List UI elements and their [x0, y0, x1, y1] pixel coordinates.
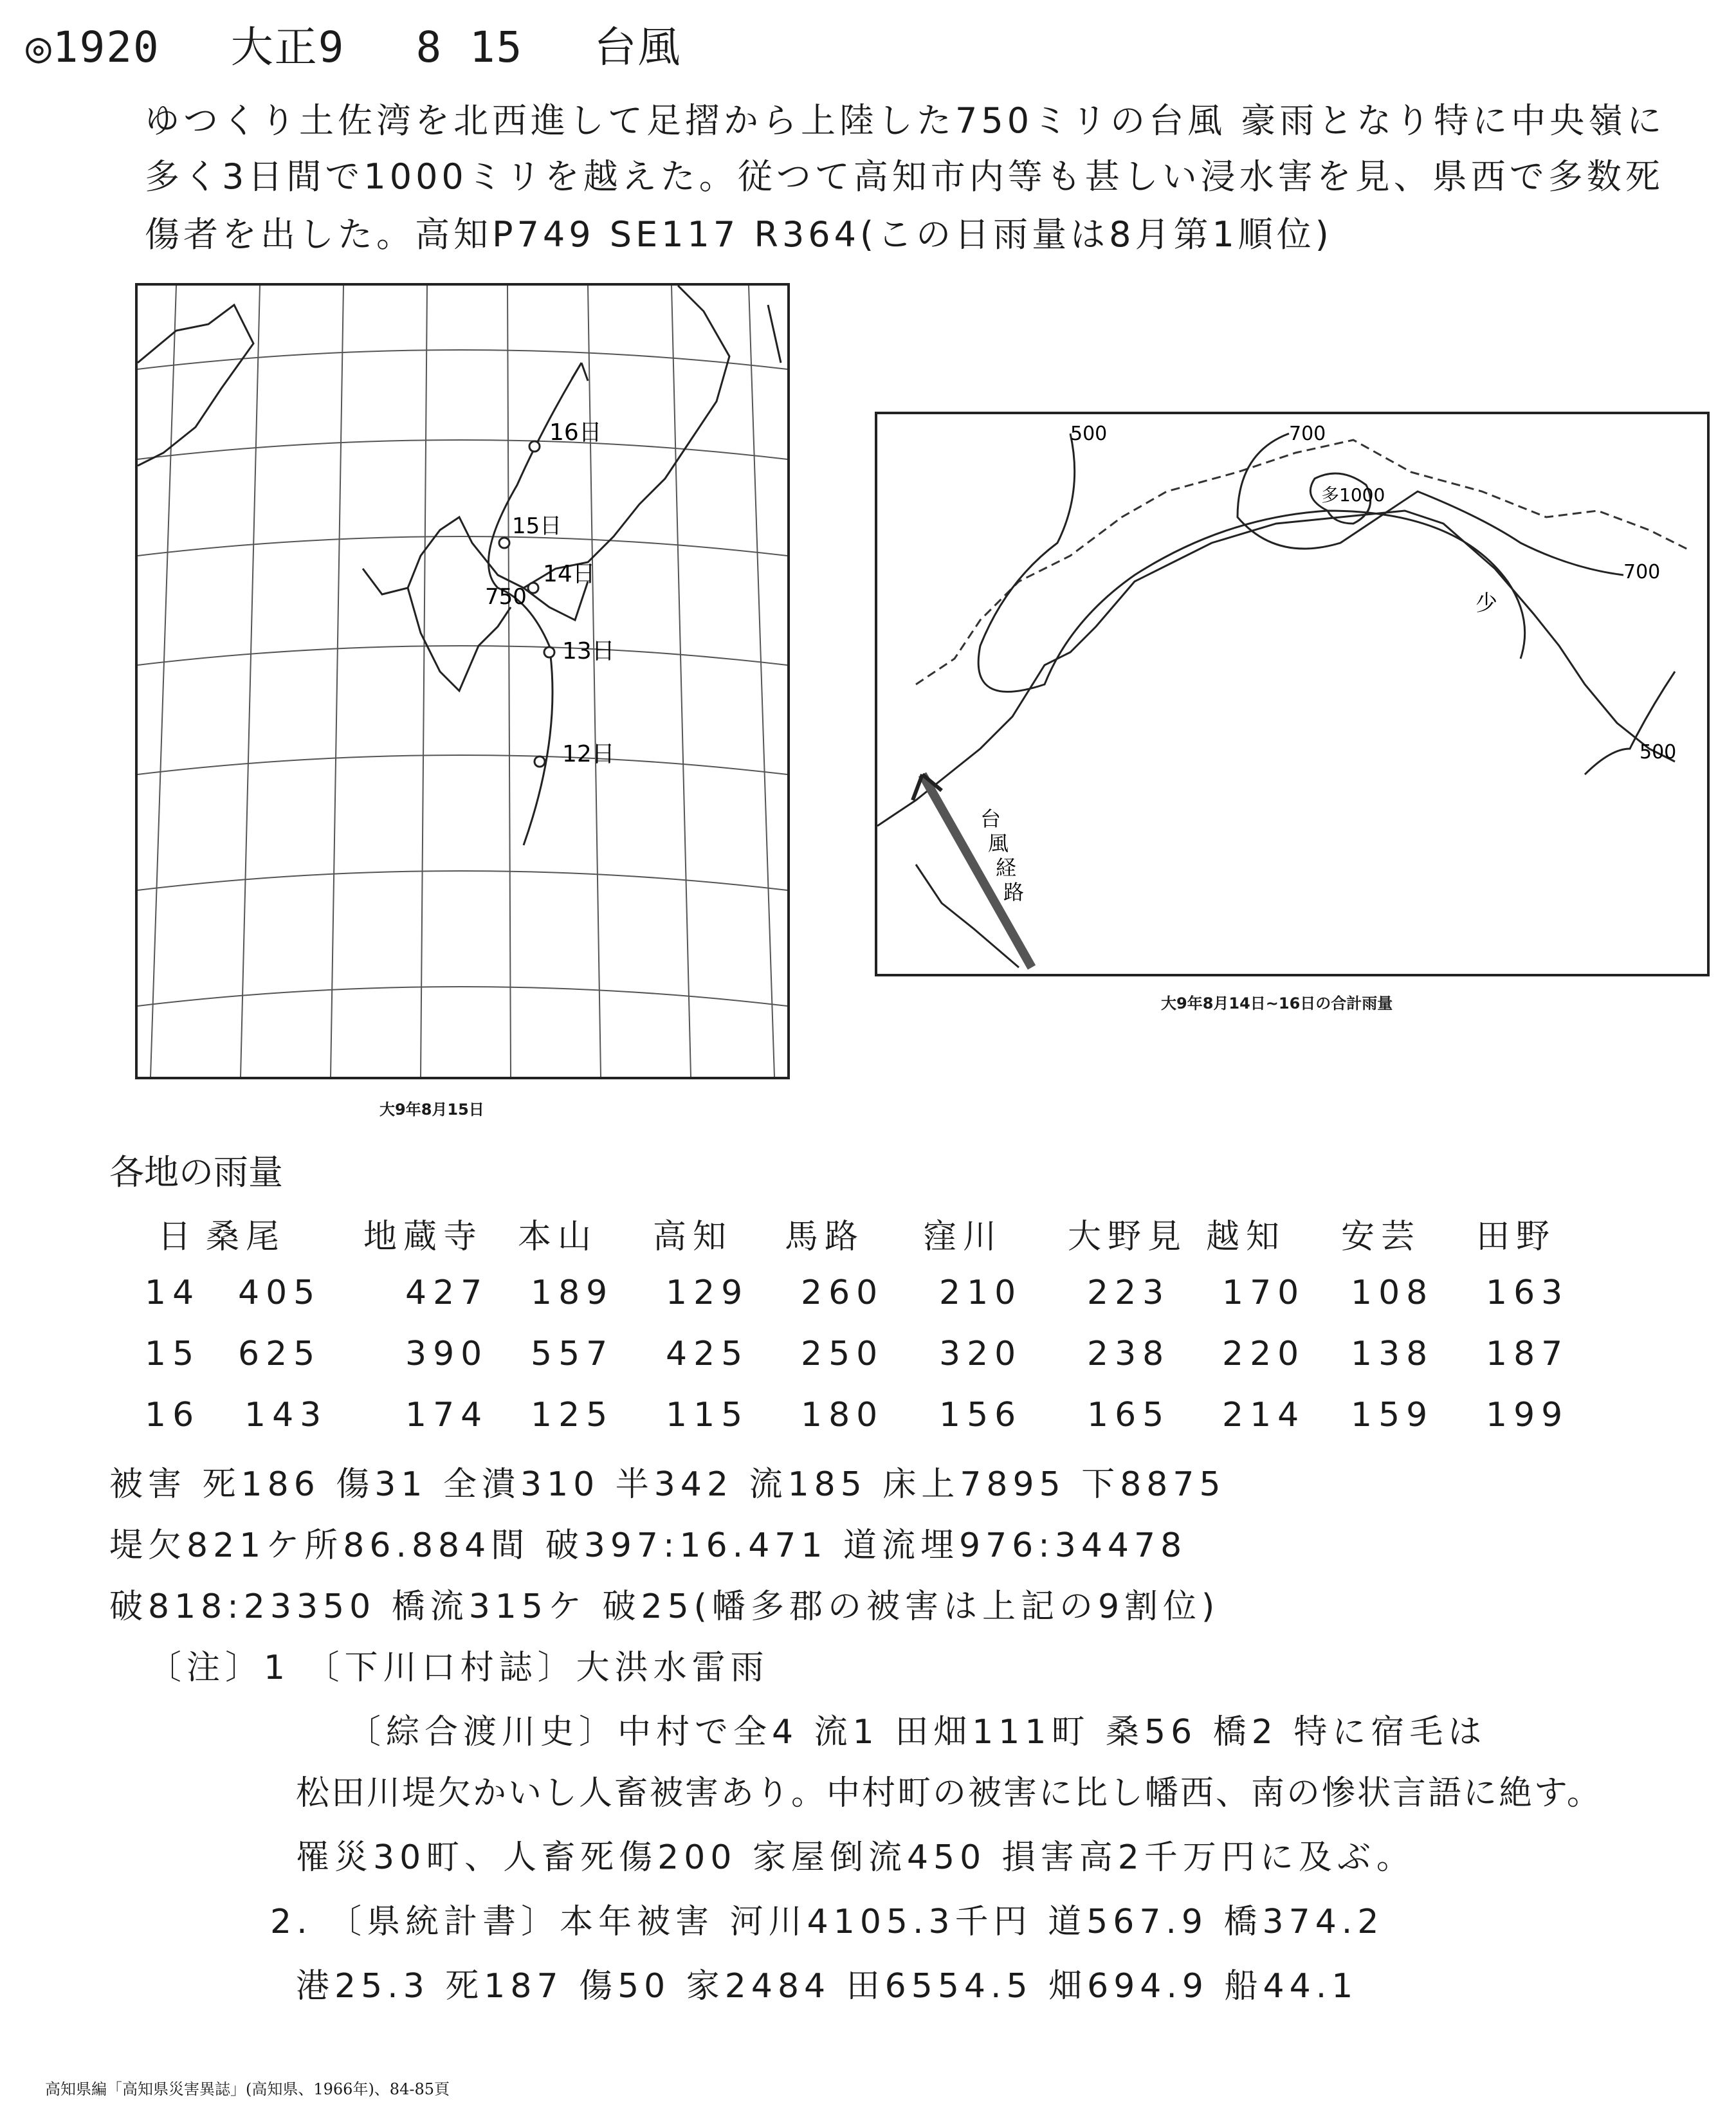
row14-onomi: 223: [1087, 1274, 1171, 1312]
col-day: 日: [158, 1218, 198, 1256]
row14-kochi: 129: [666, 1274, 749, 1312]
col-kochi: 高知: [653, 1218, 733, 1256]
arrow-label-3: 経: [996, 855, 1017, 880]
row14-motoyama: 189: [531, 1274, 614, 1312]
isohyet-max-label: 多1000: [1321, 484, 1385, 506]
col-umaji: 馬路: [785, 1218, 865, 1256]
isohyet-500-b: 500: [1640, 741, 1677, 764]
note-6: 港25.3 死187 傷50 家2484 田6554.5 畑694.9 船44.1: [296, 1967, 1358, 2006]
row15-jizoji: 390: [405, 1335, 489, 1373]
track-map-caption: 大9年8月15日: [379, 1101, 484, 1119]
note-5: 2. 〔県統計書〕本年被害 河川4105.3千円 道567.9 橋374.2: [270, 1903, 1384, 1941]
track-map-svg: [138, 286, 787, 1077]
row15-kochi: 425: [666, 1335, 749, 1373]
arrow-label-1: 台: [980, 807, 1001, 831]
row14-aki: 108: [1351, 1274, 1434, 1312]
row15-ochi: 220: [1222, 1335, 1306, 1373]
row14-ochi: 170: [1222, 1274, 1306, 1312]
row15-kubokawa: 320: [939, 1335, 1023, 1373]
row15-onomi: 238: [1087, 1335, 1171, 1373]
row16-kuwao: 143: [244, 1396, 328, 1434]
note-1: 〔注〕1 〔下川口村誌〕大洪水雷雨: [148, 1649, 769, 1687]
damage-line-2: 堤欠821ケ所86.884間 破397:16.471 道流埋976:34478: [109, 1526, 1187, 1565]
row16-aki: 159: [1351, 1396, 1434, 1434]
record-year: ◎1920: [26, 23, 160, 72]
damage-line-1: 被害 死186 傷31 全潰310 半342 流185 床上7895 下8875: [109, 1465, 1226, 1504]
row16-jizoji: 174: [405, 1396, 489, 1434]
record-date: 8 15: [416, 23, 524, 72]
rainfall-map-svg: [877, 414, 1707, 974]
row16-kochi: 115: [666, 1396, 749, 1434]
col-onomi: 大野見: [1068, 1218, 1188, 1256]
col-kuwao: 桑尾: [206, 1218, 286, 1256]
intro-line-2: 多く3日間で1000ミリを越えた。従つて高知市内等も甚しい浸水害を見、県西で多数死: [145, 156, 1664, 197]
row16-motoyama: 125: [531, 1396, 614, 1434]
record-title: [26, 13, 752, 74]
row15-motoyama: 557: [531, 1335, 614, 1373]
rain-heading: 各地の雨量: [109, 1152, 283, 1193]
source-citation: 高知県編「高知県災害異誌」(高知県、1966年)、84-85頁: [45, 2080, 450, 2098]
row14-kubokawa: 210: [939, 1274, 1023, 1312]
row14-jizoji: 427: [405, 1274, 489, 1312]
note-3: 松田川堤欠かいし人畜被害あり。中村町の被害に比し幡西、南の惨状言語に絶す。: [296, 1774, 1602, 1813]
record-era: 大正9: [230, 23, 345, 72]
row15-tano: 187: [1486, 1335, 1569, 1373]
typhoon-track-map: [135, 283, 790, 1079]
row15-aki: 138: [1351, 1335, 1434, 1373]
isohyet-700-b: 700: [1623, 561, 1661, 583]
intro-line-1: ゆつくり土佐湾を北西進して足摺から上陸した750ミリの台風 豪雨となり特に中央嶺に: [145, 100, 1666, 141]
note-4: 罹災30町、人畜死傷200 家屋倒流450 損害高2千万円に及ぶ。: [296, 1838, 1415, 1877]
col-ochi: 越知: [1206, 1218, 1286, 1256]
prefecture-border: [916, 440, 1688, 684]
col-aki: 安芸: [1341, 1218, 1421, 1256]
arrow-label-2: 風: [988, 831, 1009, 855]
row14-kuwao: 405: [238, 1274, 322, 1312]
row16-kubokawa: 156: [939, 1396, 1023, 1434]
row14-tano: 163: [1486, 1274, 1569, 1312]
isohyet-min-label: 少: [1476, 590, 1497, 616]
isohyet-500-a: 500: [1070, 423, 1108, 445]
row16-day: 16: [145, 1396, 201, 1434]
intro-line-3: 傷者を出した。高知P749 SE117 R364(この日雨量は8月第1順位): [145, 214, 1333, 255]
col-kubokawa: 窪川: [923, 1218, 1003, 1256]
rainfall-map: [875, 412, 1710, 976]
rainfall-map-caption: 大9年8月14日~16日の合計雨量: [1161, 994, 1393, 1012]
row16-umaji: 180: [801, 1396, 884, 1434]
isohyet-700-a: 700: [1289, 423, 1326, 445]
row15-kuwao: 625: [238, 1335, 322, 1373]
coastline: [138, 286, 781, 691]
arrow-label-4: 路: [1003, 880, 1025, 904]
track-label-14: 14日: [543, 561, 596, 587]
pressure-label: 750: [485, 584, 527, 610]
track-label-15: 15日: [512, 513, 562, 539]
col-jizoji: 地蔵寺: [363, 1218, 484, 1256]
row15-day: 15: [145, 1335, 201, 1373]
row14-umaji: 260: [801, 1274, 884, 1312]
row16-tano: 199: [1486, 1396, 1569, 1434]
row16-onomi: 165: [1087, 1396, 1171, 1434]
col-motoyama: 本山: [518, 1218, 598, 1256]
row14-day: 14: [145, 1274, 201, 1312]
track-label-16: 16日: [549, 419, 602, 446]
track-label-13: 13日: [562, 638, 615, 664]
record-event: 台風: [594, 23, 682, 72]
row15-umaji: 250: [801, 1335, 884, 1373]
damage-line-3: 破818:23350 橋流315ケ 破25(幡多郡の被害は上記の9割位): [109, 1587, 1220, 1626]
note-2: 〔綜合渡川史〕中村で全4 流1 田畑111町 桑56 橋2 特に宿毛は: [347, 1713, 1487, 1752]
row16-ochi: 214: [1222, 1396, 1306, 1434]
col-tano: 田野: [1476, 1218, 1557, 1256]
track-label-12: 12日: [562, 741, 615, 767]
